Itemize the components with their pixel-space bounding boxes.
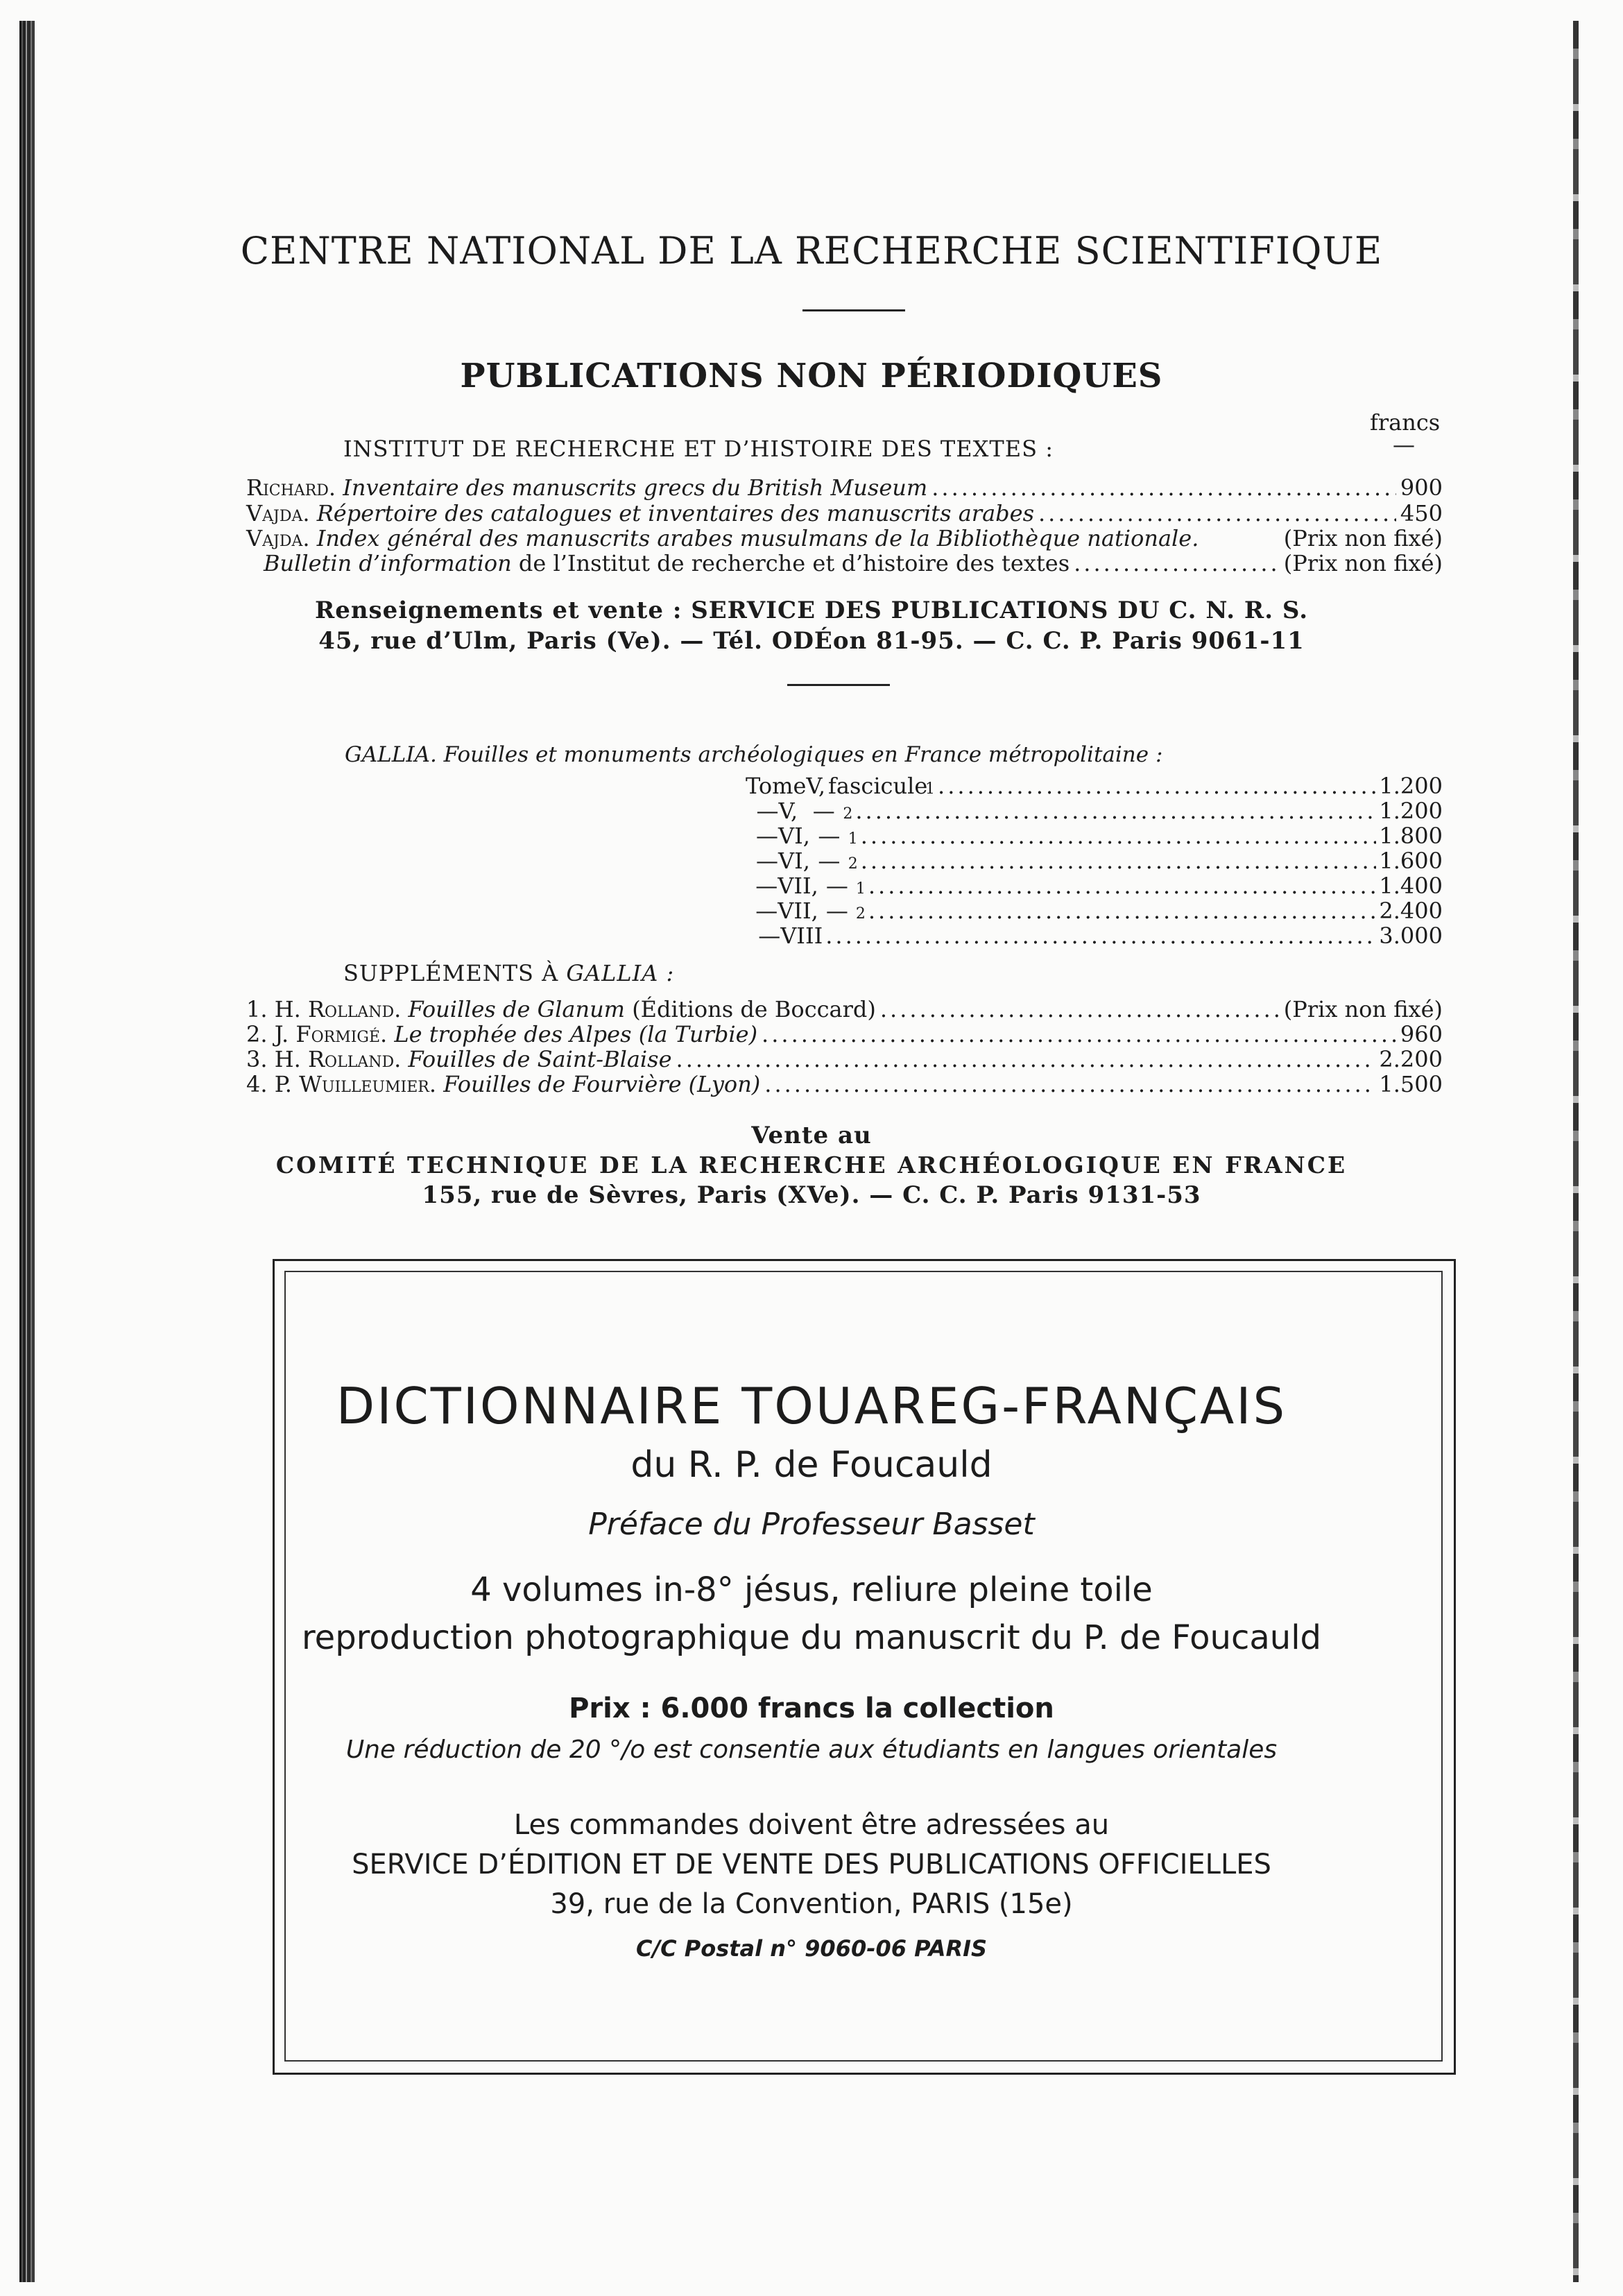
price-cell: 3.000 bbox=[1379, 923, 1443, 949]
fasc-label-cell: — bbox=[818, 848, 841, 874]
supp-price: (Prix non fixé) bbox=[1283, 996, 1443, 1022]
advert-repro: reproduction photographique du manuscrit du P. de Foucauld bbox=[302, 1618, 1321, 1657]
leader-dots bbox=[938, 773, 1376, 799]
leader-dots bbox=[880, 996, 1280, 1022]
price-cell: 1.400 bbox=[1379, 873, 1443, 899]
supp-rest: (Éditions de Boccard) bbox=[632, 996, 876, 1022]
vol-cell: VI, bbox=[778, 848, 810, 874]
tome-cell: — bbox=[755, 898, 778, 924]
currency-label: francs bbox=[1370, 409, 1441, 436]
list-item bbox=[246, 525, 1443, 551]
leader-dots bbox=[861, 848, 1377, 874]
supp-price: 1.500 bbox=[1379, 1071, 1443, 1097]
supp-num: 2. bbox=[246, 1021, 268, 1047]
list-item bbox=[246, 996, 1443, 1022]
leader-dots bbox=[676, 1046, 1375, 1072]
supp-price: 960 bbox=[1400, 1021, 1443, 1047]
supp-title: Fouilles de Saint-Blaise bbox=[408, 1046, 672, 1072]
leader-dots bbox=[1038, 500, 1396, 526]
tome-cell: — bbox=[755, 873, 778, 899]
supp-num: 4. bbox=[246, 1071, 268, 1097]
gallia-sale-line3: 155, rue de Sèvres, Paris (XVe). — C. C. P. Paris 9131-53 bbox=[422, 1181, 1201, 1209]
fasc-cell: 2 bbox=[843, 805, 853, 823]
table-row bbox=[746, 923, 1443, 949]
supp-author: J. Formigé. bbox=[274, 1021, 388, 1047]
tome-cell: — bbox=[755, 848, 778, 874]
gallia-heading bbox=[345, 742, 1162, 767]
price-cell: 1.200 bbox=[1379, 773, 1443, 799]
leader-dots bbox=[855, 798, 1376, 824]
supp-title: Le trophée des Alpes bbox=[394, 1021, 632, 1047]
table-row bbox=[746, 823, 1443, 849]
tome-cell: Tome bbox=[746, 773, 807, 799]
irht-heading: INSTITUT DE RECHERCHE ET D’HISTOIRE DES TEXTES : bbox=[343, 436, 1054, 462]
list-item bbox=[246, 1071, 1443, 1097]
advert-format: 4 volumes in-8° jésus, reliure pleine toile bbox=[470, 1570, 1153, 1609]
item-author: Vajda. bbox=[246, 525, 310, 551]
advert-orders-ccp: C/C Postal n° 9060-06 PARIS bbox=[635, 1935, 988, 1962]
table-row bbox=[746, 873, 1443, 899]
supp-num: 1. bbox=[246, 996, 268, 1022]
supplements-heading-text: SUPPLÉMENTS À bbox=[343, 960, 559, 986]
price-cell: 1.200 bbox=[1379, 798, 1443, 824]
price-cell: 2.400 bbox=[1379, 898, 1443, 924]
leader-dots bbox=[1074, 550, 1280, 576]
supp-rest: (Lyon) bbox=[688, 1071, 761, 1097]
supp-author: H. Rolland. bbox=[274, 1046, 402, 1072]
price-cell: 1.600 bbox=[1379, 848, 1443, 874]
tome-cell: — bbox=[755, 823, 778, 849]
leader-dots bbox=[868, 873, 1377, 899]
fasc-cell: 2 bbox=[855, 905, 866, 923]
price-cell: 1.800 bbox=[1379, 823, 1443, 849]
leader-dots bbox=[931, 474, 1396, 501]
vol-cell: VII, bbox=[778, 873, 818, 899]
fasc-cell: 1 bbox=[848, 830, 858, 848]
vol-cell: V, bbox=[778, 798, 798, 824]
list-item bbox=[246, 1046, 1443, 1072]
list-item bbox=[246, 474, 1443, 501]
fasc-label-cell: — bbox=[818, 823, 841, 849]
leader-dots bbox=[762, 1021, 1396, 1047]
title-rule bbox=[802, 309, 905, 311]
currency-dash: — bbox=[1393, 431, 1415, 458]
advert-orders-intro: Les commandes doivent être adressées au bbox=[513, 1809, 1110, 1841]
gallia-sale-line2: COMITÉ TECHNIQUE DE LA RECHERCHE ARCHÉOLOGIQUE EN FRANCE bbox=[275, 1151, 1348, 1179]
list-item bbox=[246, 500, 1443, 526]
item-price: (Prix non fixé) bbox=[1283, 525, 1443, 551]
advert-discount: Une réduction de 20 °/o est consentie aux étudiants en langues orientales bbox=[345, 1736, 1278, 1764]
fasc-cell: 2 bbox=[848, 855, 858, 873]
section-rule bbox=[787, 684, 890, 686]
page-title: CENTRE NATIONAL DE LA RECHERCHE SCIENTIFIQUE bbox=[240, 229, 1383, 273]
leader-dots bbox=[825, 923, 1376, 949]
irht-contact-line1: Renseignements et vente : SERVICE DES PUBLICATIONS DU C. N. R. S. bbox=[314, 597, 1309, 624]
item-title: Bulletin d’information bbox=[264, 550, 512, 576]
item-title: Répertoire des catalogues et inventaires des manuscrits arabes bbox=[316, 500, 1034, 526]
vol-cell: V, bbox=[806, 773, 826, 799]
item-price: 900 bbox=[1400, 474, 1443, 501]
supp-author: P. Wuilleumier. bbox=[274, 1071, 437, 1097]
fasc-cell: 1 bbox=[855, 880, 866, 898]
vol-cell: VIII bbox=[780, 923, 823, 949]
gallia-heading-rest: Fouilles et monuments archéologiques en France métropolitaine : bbox=[443, 742, 1163, 767]
supp-price: 2.200 bbox=[1379, 1046, 1443, 1072]
fasc-label-cell: — bbox=[825, 898, 848, 924]
supp-title: Fouilles de Fourvière bbox=[443, 1071, 682, 1097]
vol-cell: VII, bbox=[778, 898, 818, 924]
supplements-heading bbox=[343, 960, 674, 986]
irht-contact-line2: 45, rue d’Ulm, Paris (Ve). — Tél. ODÉon 81-95. — C. C. P. Paris 9061-11 bbox=[318, 627, 1305, 655]
item-author: Richard. bbox=[246, 474, 336, 501]
advert-author: du R. P. de Foucauld bbox=[630, 1444, 993, 1486]
item-title: Inventaire des manuscrits grecs du British Museum bbox=[343, 474, 928, 501]
advert-price: Prix : 6.000 francs la collection bbox=[569, 1693, 1054, 1724]
table-row bbox=[746, 798, 1443, 824]
tome-cell: — bbox=[756, 798, 779, 824]
tome-cell: — bbox=[758, 923, 781, 949]
leader-dots bbox=[868, 898, 1377, 924]
item-price: (Prix non fixé) bbox=[1283, 550, 1443, 576]
gallia-heading-title: GALLIA. bbox=[345, 742, 437, 767]
leader-dots bbox=[861, 823, 1377, 849]
page-subtitle: PUBLICATIONS NON PÉRIODIQUES bbox=[460, 357, 1163, 395]
table-row bbox=[746, 773, 1443, 799]
table-row bbox=[746, 848, 1443, 874]
list-item bbox=[264, 550, 1443, 576]
supp-title: Fouilles de Glanum bbox=[408, 996, 626, 1022]
fasc-label-cell: fascicule bbox=[828, 773, 928, 799]
advert-orders-address: 39, rue de la Convention, PARIS (15e) bbox=[550, 1888, 1073, 1920]
gallia-sale-line1: Vente au bbox=[751, 1122, 872, 1149]
leader-dots bbox=[764, 1071, 1375, 1097]
list-item bbox=[246, 1021, 1443, 1047]
supp-author: H. Rolland. bbox=[274, 996, 402, 1022]
advert-orders-service: SERVICE D’ÉDITION ET DE VENTE DES PUBLICATIONS OFFICIELLES bbox=[352, 1849, 1271, 1881]
advert-preface: Préface du Professeur Basset bbox=[588, 1507, 1035, 1542]
vol-cell: VI, bbox=[778, 823, 810, 849]
item-price: 450 bbox=[1400, 500, 1443, 526]
supp-rest: (la Turbie) bbox=[638, 1021, 758, 1047]
item-title: Index général des manuscrits arabes musulmans de la Bibliothèque nationale. bbox=[316, 525, 1199, 551]
fasc-cell: 1 bbox=[925, 780, 936, 798]
supp-num: 3. bbox=[246, 1046, 268, 1072]
table-row bbox=[746, 898, 1443, 924]
item-rest: de l’Institut de recherche et d’histoire des textes bbox=[518, 550, 1070, 576]
advert-title: DICTIONNAIRE TOUAREG-FRANÇAIS bbox=[336, 1377, 1287, 1435]
supplements-heading-italic: GALLIA : bbox=[566, 960, 675, 986]
fasc-label-cell: — bbox=[812, 798, 835, 824]
fasc-label-cell: — bbox=[825, 873, 848, 899]
item-author: Vajda. bbox=[246, 500, 310, 526]
